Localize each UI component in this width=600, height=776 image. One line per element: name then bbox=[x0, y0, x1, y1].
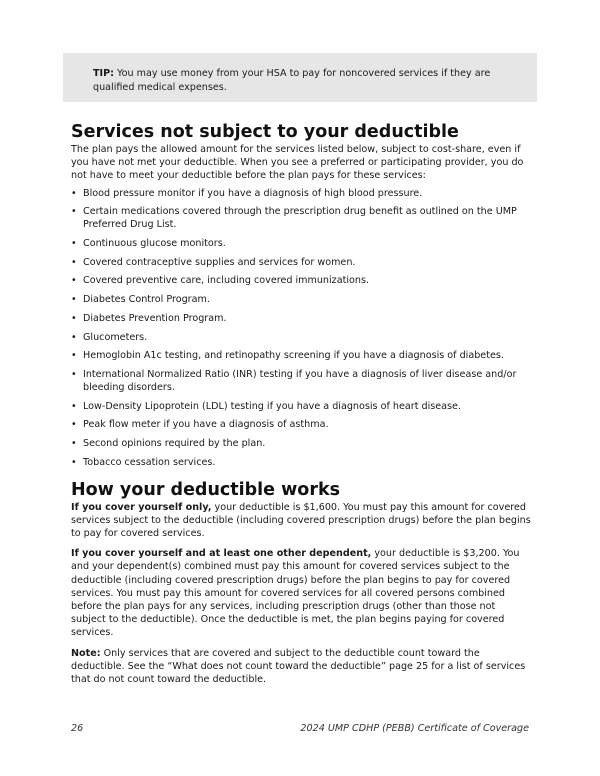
bullet-icon: • bbox=[71, 312, 77, 324]
list-item bbox=[71, 419, 533, 432]
list-item-text: Tobacco cessation services. bbox=[83, 456, 216, 468]
list-item bbox=[71, 369, 533, 394]
bullet-icon: • bbox=[71, 456, 77, 468]
list-item-text: Blood pressure monitor if you have a diagnosis of high blood pressure. bbox=[83, 187, 423, 199]
list-item-text: International Normalized Ratio (INR) testing if you have a diagnosis of liver disease and/or bleeding disorders. bbox=[83, 369, 517, 393]
document-title: 2024 UMP CDHP (PEBB) Certificate of Coverage bbox=[300, 723, 529, 734]
paragraph-note bbox=[71, 647, 533, 687]
paragraph-body: your deductible is $1,600. You must pay this amount for covered services subject to the deductible (including covered prescription drugs) before the plan begins to pay for covered services. bbox=[71, 501, 531, 539]
section-heading-how-deductible-works: How your deductible works bbox=[71, 479, 341, 500]
tip-text: You may use money from your HSA to pay for noncovered services if they are qualified medical expenses. bbox=[93, 68, 491, 93]
bullet-icon: • bbox=[71, 350, 77, 362]
section-intro: The plan pays the allowed amount for the services listed below, subject to cost-share, even if you have not met your deductible. When you see a preferred or participating provider, you do not have to meet your deductible before the plan pays for these services: bbox=[71, 144, 524, 182]
bullet-icon: • bbox=[71, 256, 77, 268]
bullet-icon: • bbox=[71, 438, 77, 450]
bullet-icon: • bbox=[71, 275, 77, 287]
list-item bbox=[71, 350, 533, 363]
note-label: Note: bbox=[71, 647, 101, 659]
list-item bbox=[71, 238, 533, 251]
list-item-text: Covered contraceptive supplies and services for women. bbox=[83, 256, 356, 268]
tip-label: TIP: bbox=[93, 68, 114, 79]
main-content bbox=[71, 121, 533, 693]
bullet-icon: • bbox=[71, 237, 77, 249]
list-item-text: Diabetes Prevention Program. bbox=[83, 312, 227, 324]
services-list bbox=[71, 188, 533, 470]
page-number: 26 bbox=[71, 723, 84, 734]
list-item-text: Diabetes Control Program. bbox=[83, 294, 210, 306]
list-item bbox=[71, 401, 533, 414]
note-body: Only services that are covered and subject to the deductible count toward the deductible. See the “What does not count toward the deductible” page 25 for a list of services that do not count toward the deductible. bbox=[71, 647, 526, 685]
section-heading-not-subject: Services not subject to your deductible bbox=[71, 122, 459, 142]
list-item-text: Low-Density Lipoprotein (LDL) testing if you have a diagnosis of heart disease. bbox=[83, 400, 461, 412]
list-item bbox=[71, 313, 533, 326]
bullet-icon: • bbox=[71, 187, 77, 199]
list-item bbox=[71, 206, 533, 231]
list-item-text: Certain medications covered through the prescription drug benefit as outlined on the UMP Preferred Drug List. bbox=[83, 206, 517, 230]
bullet-icon: • bbox=[71, 369, 77, 381]
list-item bbox=[71, 275, 533, 288]
list-item-text: Second opinions required by the plan. bbox=[83, 438, 266, 450]
paragraph-cover-yourself bbox=[71, 501, 533, 541]
list-item bbox=[71, 188, 533, 201]
list-item-text: Continuous glucose monitors. bbox=[83, 237, 226, 249]
paragraph-cover-dependent bbox=[71, 547, 533, 639]
list-item bbox=[71, 438, 533, 451]
bullet-icon: • bbox=[71, 419, 77, 431]
paragraph-lead: If you cover yourself only, bbox=[71, 501, 212, 513]
bullet-icon: • bbox=[71, 400, 77, 412]
list-item bbox=[71, 257, 533, 270]
list-item-text: Covered preventive care, including covered immunizations. bbox=[83, 275, 370, 287]
bullet-icon: • bbox=[71, 294, 77, 306]
paragraph-lead: If you cover yourself and at least one other dependent, bbox=[71, 548, 372, 560]
list-item bbox=[71, 294, 533, 307]
list-item bbox=[71, 332, 533, 345]
bullet-icon: • bbox=[71, 206, 77, 218]
list-item-text: Glucometers. bbox=[83, 331, 148, 343]
paragraph-body: your deductible is $3,200. You and your dependent(s) combined must pay this amount for covered services subject to the deductible (including covered prescription drugs) before the plan begins to pay for covered services. You must pay this amount for covered services for all covered persons combined before the plan pays for any services, including prescription drugs (other than those not subject to the deductible). Once the deductible is met, the plan begins paying for covered services. bbox=[71, 548, 520, 639]
list-item-text: Hemoglobin A1c testing, and retinopathy screening if you have a diagnosis of diabetes. bbox=[83, 350, 504, 362]
bullet-icon: • bbox=[71, 331, 77, 343]
list-item bbox=[71, 457, 533, 470]
tip-box bbox=[63, 53, 537, 102]
list-item-text: Peak flow meter if you have a diagnosis of asthma. bbox=[83, 419, 329, 431]
